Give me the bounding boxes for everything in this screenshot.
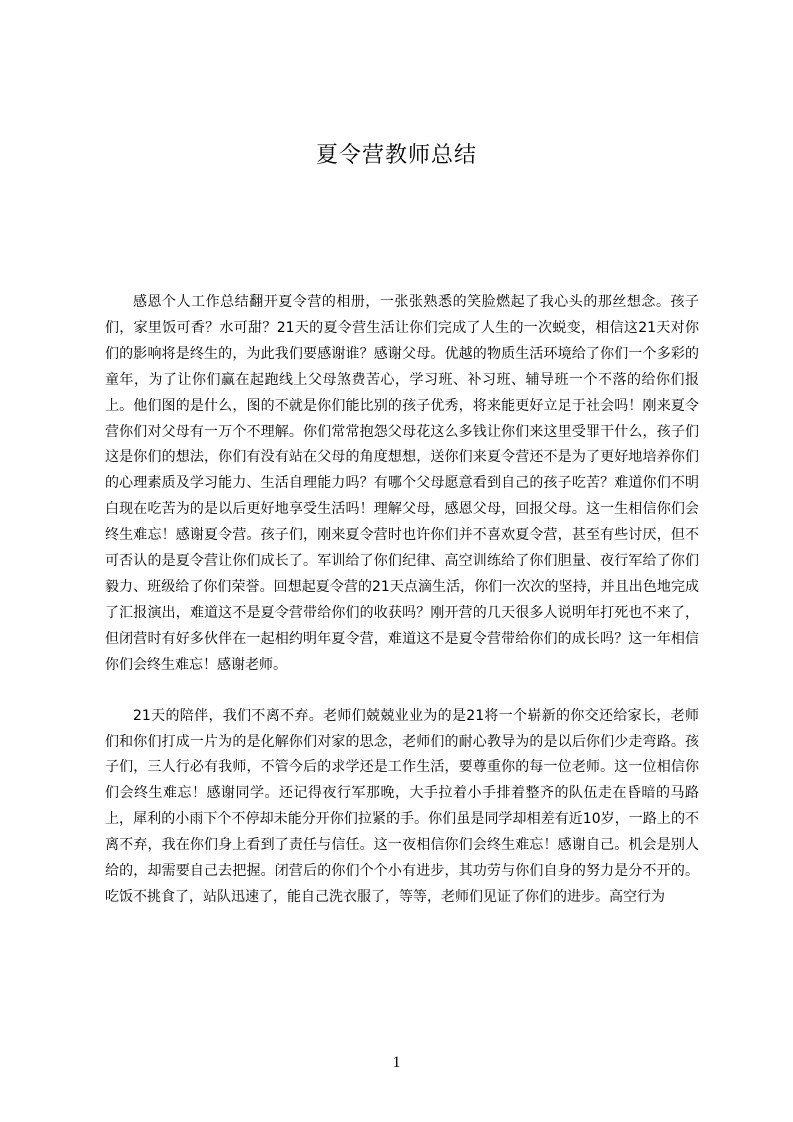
page-number: 1 — [392, 1054, 401, 1071]
paragraph-1: 感恩个人工作总结翻开夏令营的相册，一张张熟悉的笑脸燃起了我心头的那丝想念。孩子们，家里饭可香？水可甜？21天的夏令营生活让你们完成了人生的一次蜕变，相信这21天对你们的影响将是终生的，为此我们要感谢谁？感谢父母。优越的物质生活环境给了你们一个多彩的童年，为了让你们赢在起跑线上父母煞费苦心，学习班、补习班、辅导班一个不落的给你们报上。他们图的是什么，图的不就是你们能比别的孩子优秀，将来能更好立足于社会吗！刚来夏令营你们对父母有一万个不理解。你们常常抱怨父母花这么多钱让你们来这里受罪干什么，孩子们这是你们的想法，你们有没有站在父母的角度想想，送你们来夏令营还不是为了更好地培养你们的心理素质及学习能力、生活自理能力吗？有哪个父母愿意看到自己的孩子吃苦？难道你们不明白现在吃苦为的是以后更好地享受生活吗！理解父母，感恩父母，回报父母。这一生相信你们会终生难忘！感谢夏令营。孩子们，刚来夏令营时也许你们并不喜欢夏令营，甚至有些讨厌，但不可否认的是夏令营让你们成长了。军训给了你们纪律、高空训练给了你们胆量、夜行军给了你们毅力、班级给了你们荣誉。回想起夏令营的21天点滴生活，你们一次次的坚持，并且出色地完成了汇报演出，难道这不是夏令营带给你们的收获吗？刚开营的几天很多人说明年打死也不来了，但闭营时有好多伙伴在一起相约明年夏令营，难道这不是夏令营带给你们的成长吗？这一年相信你们会终生难忘！感谢老师。 — [105, 294, 699, 673]
document-body — [105, 290, 699, 936]
paragraph-2: 21天的陪伴，我们不离不弃。老师们兢兢业业为的是21将一个崭新的你交还给家长，老师们和你们打成一片为的是化解你们对家的思念，老师们的耐心教导为的是以后你们少走弯路。孩子们，三人行必有我师，不管今后的求学还是工作生活，要尊重你的每一位老师。这一位相信你们会终生难忘！感谢同学。还记得夜行军那晚，大手拉着小手排着整齐的队伍走在昏暗的马路上，犀利的小雨下个不停却未能分开你们拉紧的手。你们虽是同学却相差有近10岁，一路上的不离不弃，我在你们身上看到了责任与信任。这一夜相信你们会终生难忘！感谢自己。机会是别人给的，却需要自己去把握。闭营后的你们个个小有进步，其功劳与你们自身的努力是分不开的。吃饭不挑食了，站队迅速了，能自己洗衣服了，等等，老师们见证了你们的进步。高空行为 — [105, 707, 699, 905]
page-title: 夏令营教师总结 — [315, 143, 477, 168]
